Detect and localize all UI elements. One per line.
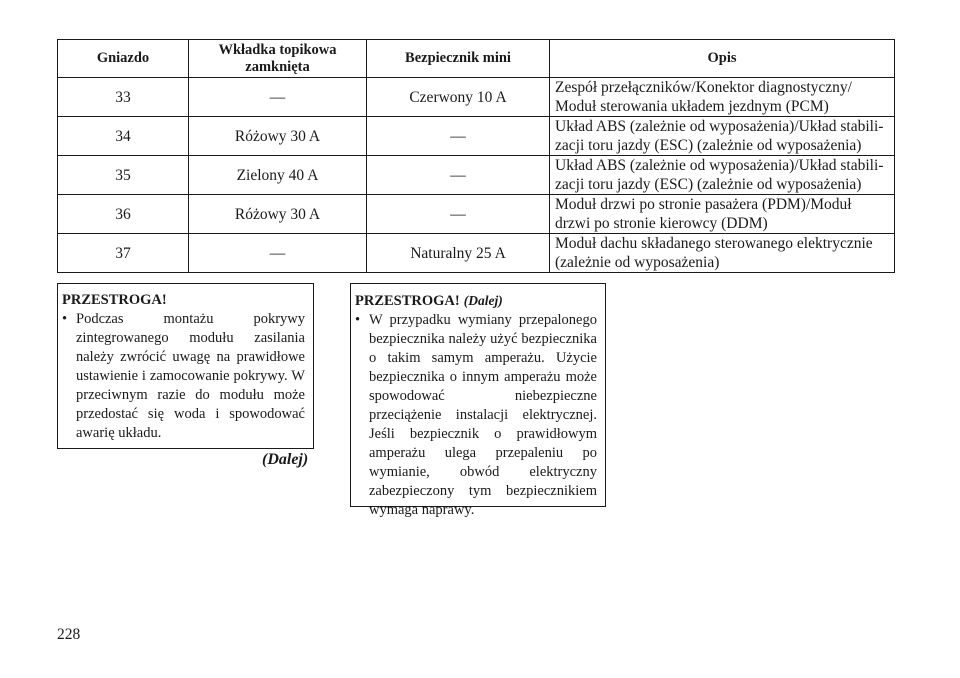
cell-description: Zespół przełączników/Konektor diagnostyczny/ Moduł sterowania układem jezdnym (PCM): [550, 78, 895, 117]
caution-text: Podczas montażu pokrywy zintegrowanego modułu zasilania należy zwrócić uwagę na prawidłowe ustawienie i zamocowanie pokrywy. W przeciwnym razie do modułu może przedostać się woda i spowodować awarię układu.: [76, 311, 305, 441]
cell-description: Moduł dachu składanego sterowanego elektrycznie (zależnie od wyposażenia): [550, 234, 895, 273]
cell-socket: 33: [58, 78, 189, 117]
cell-cartridge: Różowy 30 A: [189, 195, 367, 234]
page-number: 228: [57, 626, 81, 643]
cell-description: Układ ABS (zależnie od wyposażenia)/Układ stabili- zacji toru jazdy (ESC) (zależnie od wyposażenia): [550, 117, 895, 156]
caution-item: [355, 311, 597, 520]
header-description: Opis: [550, 40, 895, 78]
cell-cartridge: —: [189, 78, 367, 117]
cell-cartridge: Zielony 40 A: [189, 156, 367, 195]
cell-mini-fuse: —: [367, 156, 550, 195]
cell-mini-fuse: —: [367, 117, 550, 156]
caution-title: [62, 291, 305, 310]
cell-description: Moduł drzwi po stronie pasażera (PDM)/Moduł drzwi po stronie kierowcy (DDM): [550, 195, 895, 234]
table-row: [58, 156, 895, 195]
cell-mini-fuse: Czerwony 10 A: [367, 78, 550, 117]
bullet-icon: •: [62, 311, 68, 327]
caution-box-right: [350, 283, 606, 518]
header-socket: Gniazdo: [58, 40, 189, 78]
cell-cartridge: Różowy 30 A: [189, 117, 367, 156]
table-row: [58, 117, 895, 156]
bullet-icon: •: [355, 312, 361, 328]
caution-item: [62, 310, 305, 443]
cell-socket: 36: [58, 195, 189, 234]
caution-list: [62, 310, 305, 443]
fuse-table: [57, 39, 895, 273]
cell-cartridge: —: [189, 234, 367, 273]
table-row: [58, 195, 895, 234]
caution-title: [355, 291, 597, 311]
caution-title-text: PRZESTROGA!: [355, 293, 460, 309]
table-row: [58, 78, 895, 117]
continued-label: (Dalej): [463, 293, 503, 308]
caution-title-text: PRZESTROGA!: [62, 292, 167, 308]
header-mini-fuse: Bezpiecznik mini: [367, 40, 550, 78]
cell-mini-fuse: Naturalny 25 A: [367, 234, 550, 273]
table-header-row: [58, 40, 895, 78]
cell-socket: 37: [58, 234, 189, 273]
caution-list: [355, 311, 597, 520]
cell-socket: 34: [58, 117, 189, 156]
caution-box-left: [57, 283, 314, 449]
cell-socket: 35: [58, 156, 189, 195]
header-cartridge: Wkładka topikowa zamknięta: [189, 40, 367, 78]
caution-text: W przypadku wymiany przepalonego bezpiecznika należy użyć bezpiecznika o takim samym amperażu. Użycie bezpiecznika o innym amperażu może spowodować niebezpieczne przeciążenie instalacji elektrycznej. Jeśli bezpiecznik o prawidłowym amperażu ulega przepaleniu po wymianie, obwód elektryczny zabezpieczony tym bezpiecznikiem wymaga naprawy.: [369, 312, 597, 518]
table-row: [58, 234, 895, 273]
cell-mini-fuse: —: [367, 195, 550, 234]
continued-label: (Dalej): [262, 451, 309, 468]
cell-description: Układ ABS (zależnie od wyposażenia)/Układ stabili- zacji toru jazdy (ESC) (zależnie od wyposażenia): [550, 156, 895, 195]
